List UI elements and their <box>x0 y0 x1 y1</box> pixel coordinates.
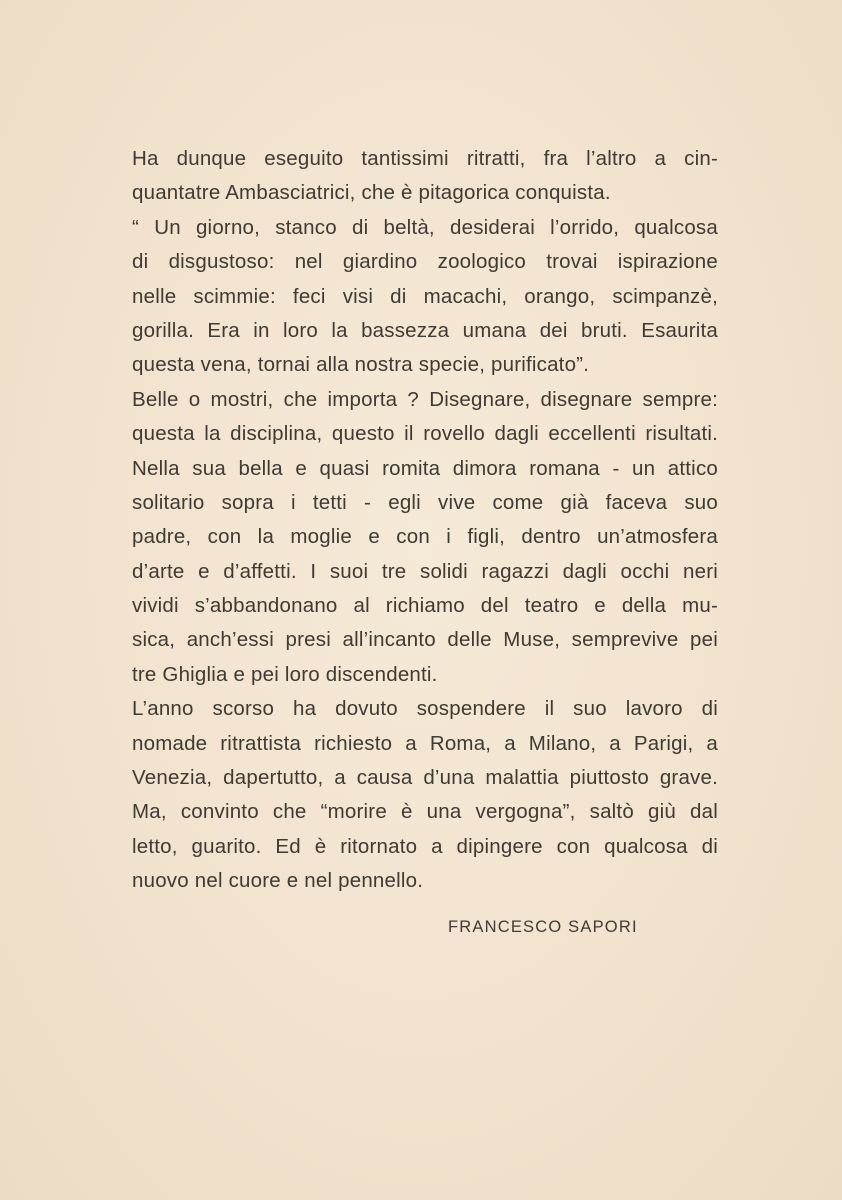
author-signature: FRANCESCO SAPORI <box>448 918 638 936</box>
text-line: Ha dunque eseguito tantissimi ritratti, fra l’altro a cin- <box>132 147 718 170</box>
text-line: letto, guarito. Ed è ritornato a dipingere con qualcosa di <box>132 834 718 858</box>
text-line: questa vena, tornai alla nostra specie, purificato”. <box>132 353 590 377</box>
text-line: d’arte e d’affetti. I suoi tre solidi ragazzi dagli occhi neri <box>132 559 718 583</box>
text-line: L’anno scorso ha dovuto sospendere il suo lavoro di <box>132 697 718 721</box>
text-line: Nella sua bella e quasi romita dimora romana - un attico <box>132 456 718 480</box>
text-line: Ma, convinto che “morire è una vergogna”, saltò giù dal <box>132 800 718 824</box>
text-line: di disgustoso: nel giardino zoologico trovai ispirazione <box>132 250 718 274</box>
text-line: “ Un giorno, stanco di beltà, desiderai l’orrido, qualcosa <box>132 215 718 239</box>
text-line: Venezia, dapertutto, a causa d’una malattia piuttosto grave. <box>132 766 718 790</box>
text-line: gorilla. Era in loro la bassezza umana dei bruti. Esaurita <box>132 318 718 342</box>
body-text <box>132 142 718 899</box>
text-line: Belle o mostri, che importa ? Disegnare, disegnare sempre: <box>132 387 718 411</box>
text-line: quantatre Ambasciatrici, che è pitagorica conquista. <box>132 181 611 205</box>
text-line: padre, con la moglie e con i figli, dentro un’atmosfera <box>132 525 718 549</box>
text-line: nelle scimmie: feci visi di macachi, orango, scimpanzè, <box>132 284 718 308</box>
text-line: nuovo nel cuore e nel pennello. <box>132 869 424 893</box>
text-line: questa la disciplina, questo il rovello dagli eccellenti risultati. <box>132 422 718 446</box>
text-line: nomade ritrattista richiesto a Roma, a Milano, a Parigi, a <box>132 731 718 755</box>
text-line: tre Ghiglia e pei loro discendenti. <box>132 662 438 686</box>
text-line: vividi s’abbandonano al richiamo del teatro e della mu- <box>132 594 718 618</box>
text-line: sica, anch’essi presi all’incanto delle Muse, semprevive pei <box>132 628 718 652</box>
text-line: solitario sopra i tetti - egli vive come già faceva suo <box>132 490 718 514</box>
